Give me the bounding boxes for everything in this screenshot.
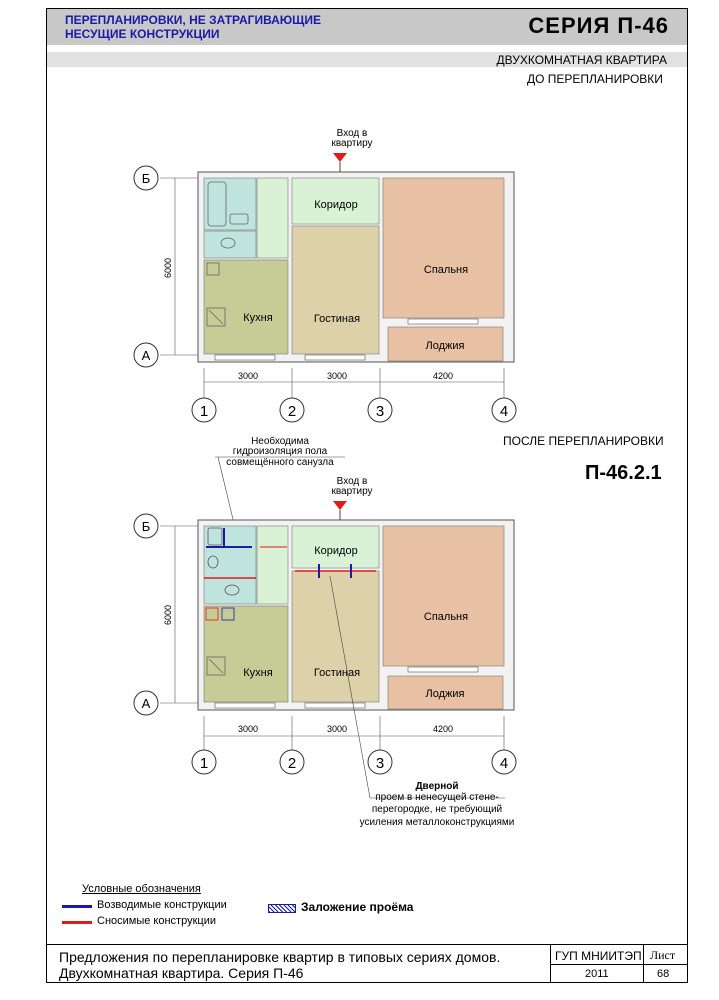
header-topic: ПЕРЕПЛАНИРОВКИ, НЕ ЗАТРАГИВАЮЩИЕ НЕСУЩИЕ КОНСТРУКЦИИ [65,13,322,41]
legend-title: Условные обозначения [82,883,201,895]
room-living [292,571,379,702]
legend-demolished-swatch [62,921,92,924]
footer-line1: Предложения по перепланировке квартир в типовых сериях домов. [59,949,501,965]
note-waterproof-2: гидроизоляция пола [232,446,328,457]
note-door-3: перегородке, не требующий [371,804,503,815]
entrance-label-2: квартиру [331,138,373,149]
legend-opening: Заложение проёма [301,900,414,914]
axis-b-text: Б [141,519,151,534]
legend-opening-swatch [268,904,296,913]
dim-height: 6000 [163,257,173,279]
entrance-label-2: квартиру [331,486,373,497]
axis-4-text: 4 [499,403,509,420]
footer-sheet-label: Лист [650,948,676,962]
label-living: Гостиная [313,667,361,679]
room-combined-bathroom [204,526,256,604]
room-kitchen [204,606,288,702]
dim-2: 3000 [326,724,348,734]
note-door-4: усиления металлоконструкциями [359,817,515,828]
label-corridor: Коридор [314,199,358,211]
before-label: ДО ПЕРЕПЛАНИРОВКИ [527,72,663,86]
label-kitchen: Кухня [243,667,273,679]
note-door-1: Дверной [415,781,459,792]
label-loggia: Лоджия [425,340,465,352]
label-living: Гостиная [313,313,361,325]
axis-4-text: 4 [499,755,509,772]
dim-height: 6000 [163,604,173,626]
label-kitchen: Кухня [243,312,273,324]
axis-1-text: 1 [199,755,209,772]
legend-demolished: Сносимые конструкции [97,915,216,927]
entrance-label-1: Вход в [336,476,368,487]
axis-1-text: 1 [199,403,209,420]
window [215,703,275,708]
entrance-arrow [333,501,347,510]
window [408,667,478,672]
dim-3: 4200 [432,724,454,734]
legend-erected-swatch [62,905,92,908]
footer-org: ГУП МНИИТЭП [555,949,642,963]
title-block [47,944,687,983]
note-waterproof-3: совмещённого санузла [226,457,334,468]
axis-2-text: 2 [287,403,297,420]
after-label: ПОСЛЕ ПЕРЕПЛАНИРОВКИ [503,434,664,448]
dim-2: 3000 [326,371,348,381]
footer-sheet-number: 68 [657,968,670,980]
note-door-2: проем в ненесущей стене- [375,792,499,803]
entrance-label-1: Вход в [336,128,368,139]
axis-2-text: 2 [287,755,297,772]
axis-3-text: 3 [375,755,385,772]
variant-code: П-46.2.1 [585,462,662,484]
room-hall [257,526,288,604]
room-bedroom [383,526,504,666]
axis-a-text: А [141,696,151,711]
legend-erected: Возводимые конструкции [97,899,227,911]
window [305,703,365,708]
apartment-type: ДВУХКОМНАТНАЯ КВАРТИРА [496,53,667,67]
footer-line2: Двухкомнатная квартира. Серия П-46 [59,965,304,981]
note-waterproof-1: Необходима [251,436,309,447]
axis-3-text: 3 [375,403,385,420]
axis-a-text: А [141,348,151,363]
dim-3: 4200 [432,371,454,381]
series-title: СЕРИЯ П-46 [528,13,669,38]
dim-1: 3000 [237,371,259,381]
label-bedroom: Спальня [423,264,469,276]
label-corridor: Коридор [314,545,358,557]
axis-b-text: Б [141,171,151,186]
label-loggia: Лоджия [425,688,465,700]
divider [550,964,687,965]
dim-1: 3000 [237,724,259,734]
label-bedroom: Спальня [423,611,469,623]
footer-year: 2011 [585,968,609,980]
